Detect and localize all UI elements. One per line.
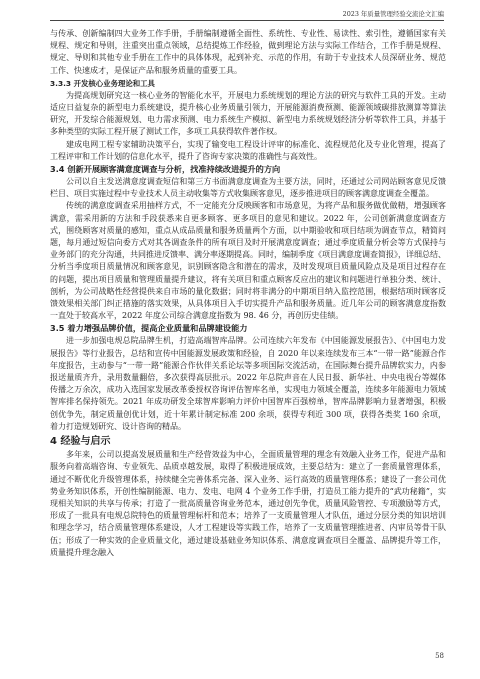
- section-heading-3-5: 3.5 着力增强品牌价值，提高企业质量和品牌建设能力: [50, 323, 248, 334]
- body-paragraph: 建成电网工程专家辅助决策平台，实现了输变电工程设计评审的标准化、流程规范化及专业化管理，提高了工程评审和工作计划的信息化水平，提升了咨询专家决策的准确性与高效性。: [50, 139, 446, 161]
- body-paragraph: 进一步加强电规总院品牌生机，打造高端智库品牌。公司连续六年发布《中国能源发展报告》、《中国电力发展报告》等行业报告，总结和宣传中国能源发展政策和经验，自 2020 年以来连续发布三本“一带一路”能源合作年度报告，主动参与“一带一路”能源合作伙伴关系论坛等多项国际交流活动，在国际舞台提升品牌软实力，内参报送量质齐升，录用数量翻倍，多次获得高层批示。2022 年总院声音在人民日报、新华社、中央电视台等媒体传播之万余次，成功入选国家发展改革委授权咨询评估智库名单，实现电力领域全覆盖，连续多年能源电力领域智库排名保持领先。2021 年成功研发全球智库影响力评价中国智库百强榜单，智库品牌影响力显著增强，积极创优争先，制定质量创优计划，近十年累计制定标准 200 余项，获得专利近 300 项，获得各类奖 160 余项，着力打造规划研究、设计咨询的精品。: [50, 336, 446, 431]
- body-paragraph: 传统的满意度调查采用抽样方式，不一定能充分反映顾客和市场意见，为将产品和服务做优做精，增强顾客满意，需采用新的方法和手段获悉来自更多顾客、更多项目的意见和建议。2022 年，公司创新满意度调查方式，围绕顾客对质量的感知，重点从成品质量和服务质量两个方面，以中期验收和项目结项为调查节点，精简问题，每月通过短信向委方式对其各调查条件的所有项目及时开展满意度调查；通过季度质量分析会等方式保持与业务部门的充分沟通，共同推进反馈率、满分率逐期提高。同时，编制季度《项目满意度调查简报》，详细总结、分析当季度项目质量情况和顾客意见，识别顾客隐含和潜在的需求，及时发现项目质量风险点及是项目过程存在的问题，提出项目质量和管理质量提升建议，将有关项目和重点顾客反应出的建议和问题进行单独分类、统计、剖析，为公司战略性经营提供来自市场的量化数据；同时将非满分的中期项目纳入监控范围，根据结项时顾客反馈效果相关部门纠正措施的落实效果，从具体项目入手切实提升产品和服务质量。近几年公司的顾客满意度指数一直处于较高水平，2022 年度公司综合满意度指数为 98. 46 分，再创历史佳绩。: [50, 201, 446, 321]
- body-paragraph: 为提高规划研究这一核心业务的智能化水平，开展电力系统规划的理论方法的研究与软件工具的开发。主动适应日益复杂的新型电力系统建设，提升核心业务质量引领力，开展能源消费预测、能源领域碳排放测算等算法研究，开发综合能源规划、电力需求预测、电力系统生产模拟、新型电力系统规划经济分析等软件工具，并基于多种类型的实际工程开展了测试工作，多项工具获得软件著作权。: [50, 90, 446, 137]
- header-rule: [50, 20, 444, 21]
- body-paragraph: 与传承、创新编制四大业务工作手册，手册编制遵循全面性、系统性、专业性、易读性、索引性，遵循国家有关规程、规定和导则，注重突出重点领域，总结提炼工作经验，做到理论方法与实际工作结合，工作手册是规程、规定、导则和其他专业手册在工作中的具体体现，起到补充、示范的作用，有助于专业技术人员深研业务、规范工作、快速成才，是保证产品和服务质量的重要工具。: [50, 29, 446, 75]
- section-heading-3-4: 3.4 创新开展顾客满意度调查与分析，找准持续改进提升的方向: [50, 164, 281, 175]
- page-body: [50, 28, 446, 559]
- section-heading-3-3-3: 3.3.3 开发核心业务理论和工具: [50, 78, 155, 88]
- body-paragraph: 多年来，公司以提高发展质量和生产经营效益为中心，全面质量管理的理念有效融入业务工作，促进产品和服务向着高端咨询、专业领先、品质卓越发展，取得了积极进展成效，主要总结为：建立了一套质量管理体系，通过不断优化升级管理体系，持续健全完善体系完备、深入业务、运行高效的质量管理体系；建设了一套公司优势业务知识体系，开创性编制能源、电力、发电、电网 4 个业务工作手册，打造员工能力提升的“武功秘籍”，实现相关知识的共享与传承；打造了一批高质量咨询业务范本，通过创先争优，质量风险管控、专项激励等方式，形成了一批具有电规总院特色的质量管理标杆和范本；培养了一支质量管理人才队伍，通过分层分类的知识培训和理念学习，结合质量管理体系建设，人才工程建设等实践工作，培养了一支质量管理推进者、内审员等骨干队伍；形成了一种实效的企业质量文化，通过建设基础业务知识体系、满意度调查项目全覆盖、品牌提升等工作，质量提升理念融入: [50, 450, 446, 557]
- body-paragraph: 公司以自主发送满意度调查短信和第三方书面满意度调查为主要方法，同时，还通过公司网站顾客意见反馈栏目、项目实施过程中专业技术人员主动收集等方式收集顾客意见，逐步推进项目的顾客满意度调查全覆盖。: [50, 177, 446, 199]
- running-header: 2023 年质量管理经验交流论文汇编: [342, 10, 444, 18]
- page-number: 58: [435, 652, 444, 660]
- section-heading-4: 4 经验与启示: [50, 436, 111, 448]
